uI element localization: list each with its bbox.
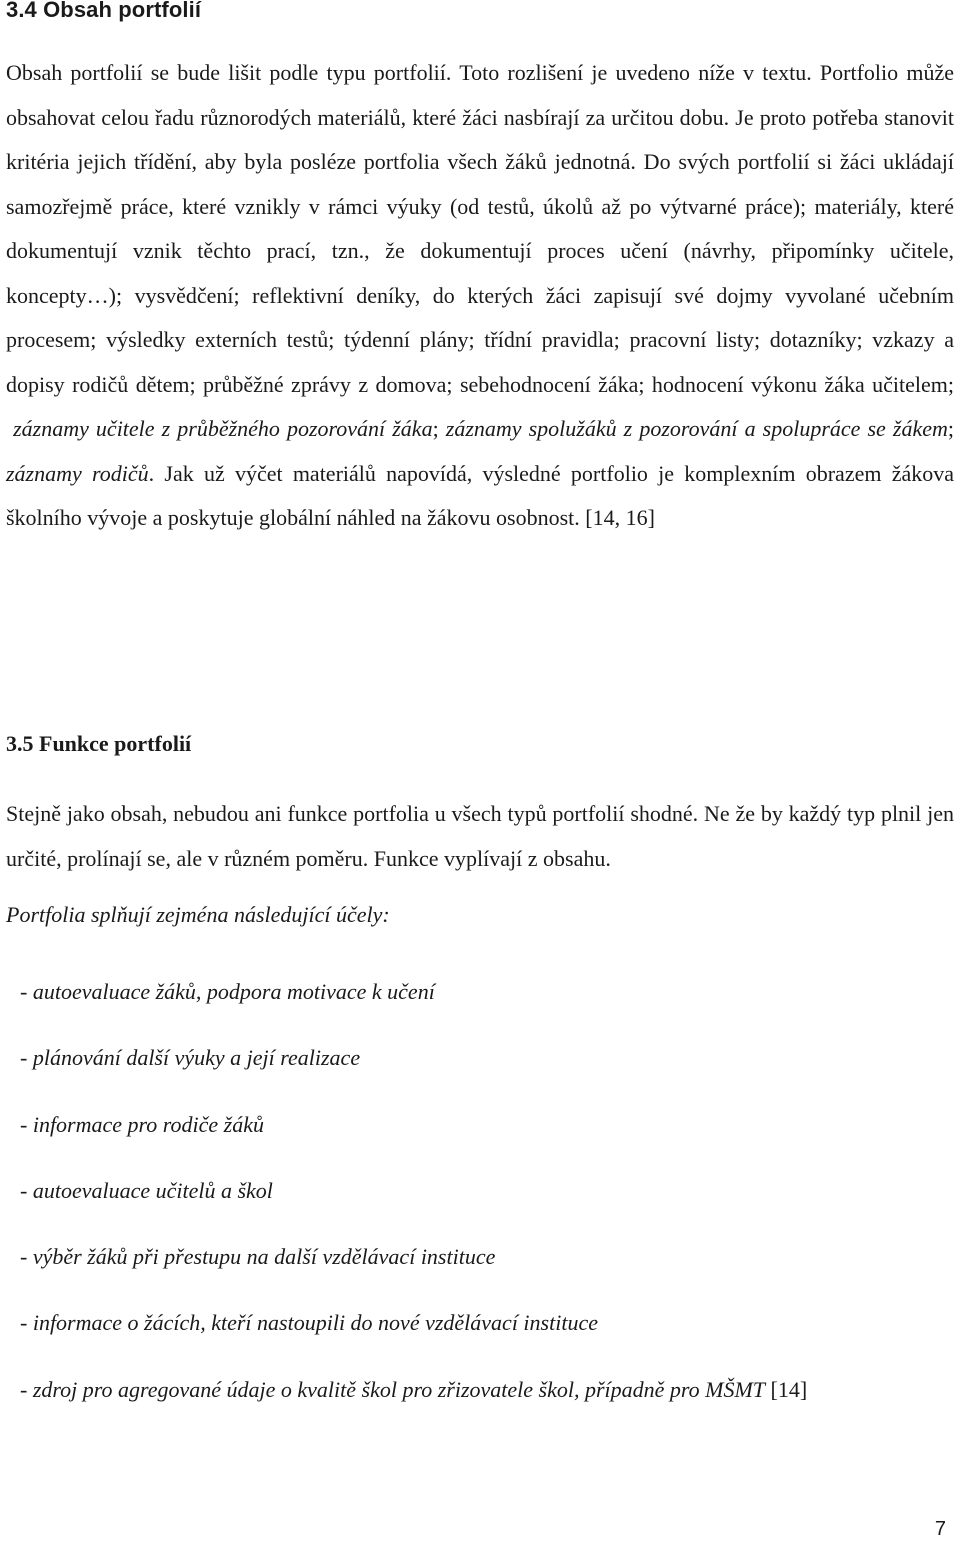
italic-phrase: záznamy spolužáků z pozorování a spolupráce se žákem xyxy=(445,416,948,441)
list-item: - autoevaluace učitelů a škol xyxy=(20,1177,273,1203)
separator: ; xyxy=(947,416,954,441)
italic-phrase: záznamy učitele z průběžného pozorování žáka xyxy=(13,416,433,441)
italic-phrase: záznamy rodičů xyxy=(6,460,149,486)
list-item xyxy=(20,1368,807,1434)
list-lead: Portfolia splňují zejména následující účely: xyxy=(6,902,390,927)
list-item: - informace o žácích, kteří nastoupili do nové vzdělávací instituce xyxy=(20,1310,598,1336)
paragraph-text: Obsah portfolií se bude lišit podle typu portfolií. Toto rozlišení je uvedeno níže v textu. Portfolio může obsahovat celou řadu různorodých materiálů, které žáci nasbírají za určitou dobu. Je proto potřeba stanovit kritéria jejich třídění, aby byla posléze portfolia všech žáků jednotná. Do svých portfolií si žáci ukládají samozřejmě práce, které vznikly v rámci výuky (od testů, úkolů až po výtvarné práce); materiály, které dokumentují vznik těchto prací, tzn., že dokumentují proces učení (návrhy, připomínky učitele, koncepty…); vysvědčení; reflektivní deníky, do kterých žáci zapisují své dojmy vyvolané učebním procesem; výsledky externích testů; týdenní plány; třídní pravidla; pracovní listy; dotazníky; vzkazy a dopisy rodičů dětem; průběžné zprávy z domova; sebehodnocení žáka; hodnocení výkonu žáka učitelem; xyxy=(6,60,954,397)
paragraph-obsah xyxy=(6,51,954,541)
paragraph-text: . Jak už výčet materiálů napovídá, výsledné portfolio je komplexním obrazem žákova školního vývoje a poskytuje globální náhled na žákovu osobnost. [14, 16] xyxy=(6,460,954,530)
list-item-text: - zdroj pro agregované údaje o kvalitě škol pro zřizovatele škol, případně pro MŠMT xyxy=(20,1376,766,1402)
list-item: - informace pro rodiče žáků xyxy=(20,1111,264,1137)
list-item: - plánování další výuky a její realizace xyxy=(20,1045,361,1071)
purpose-list xyxy=(20,970,807,1434)
separator: ; xyxy=(432,416,446,441)
list-item: - autoevaluace žáků, podpora motivace k učení xyxy=(20,979,435,1004)
page-number: 7 xyxy=(934,1518,946,1540)
citation-ref: [14] xyxy=(765,1376,808,1402)
section-heading-3-4: 3.4 Obsah portfolií xyxy=(6,0,202,22)
paragraph-funkce: Stejně jako obsah, nebudou ani funkce portfolia u všech typů portfolií shodné. Ne že by každý typ plnil jen určité, prolínají se, ale v různém poměru. Funkce vyplívají z obsahu. xyxy=(6,801,954,871)
list-item: - výběr žáků při přestupu na další vzdělávací instituce xyxy=(20,1244,496,1270)
section-heading-3-5: 3.5 Funkce portfolií xyxy=(6,731,192,756)
